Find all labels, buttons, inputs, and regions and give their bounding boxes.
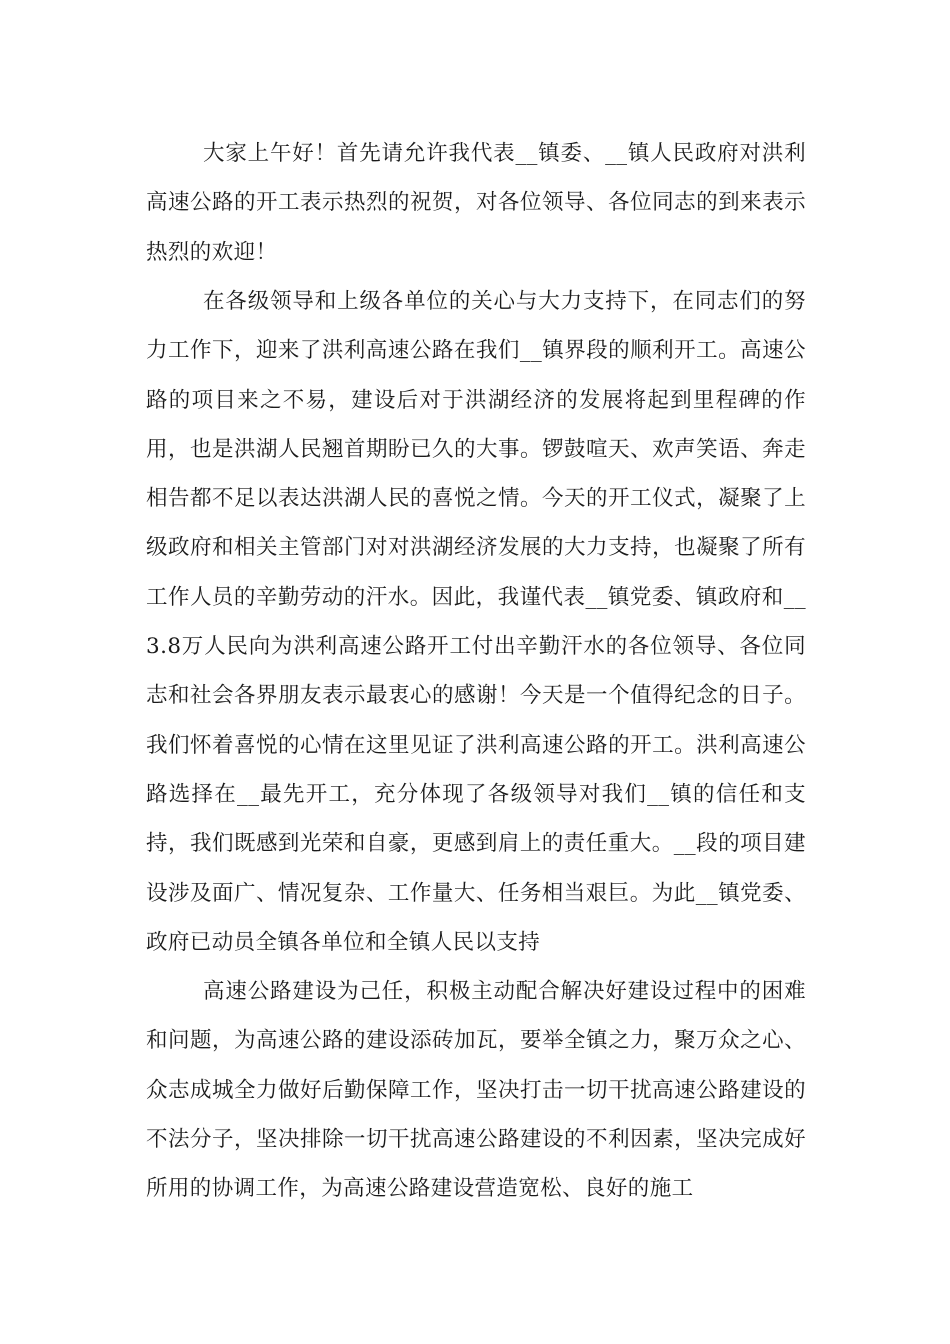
paragraph-main-body: 在各级领导和上级各单位的关心与大力支持下，在同志们的努力工作下，迎来了洪利高速公路在我们__镇界段的顺利开工。高速公路的项目来之不易，建设后对于洪湖经济的发展将起到里程碑的作用，也是洪湖人民翘首期盼已久的大事。锣鼓喧天、欢声笑语、奔走相告都不足以表达洪湖人民的喜悦之情。今天的开工仪式，凝聚了上级政府和相关主管部门对对洪湖经济发展的大力支持，也凝聚了所有工作人员的辛勤劳动的汗水。因此，我谨代表__镇党委、镇政府和__3.8万人民向为洪利高速公路开工付出辛勤汗水的各位领导、各位同志和社会各界朋友表示最衷心的感谢！今天是一个值得纪念的日子。我们怀着喜悦的心情在这里见证了洪利高速公路的开工。洪利高速公路选择在__最先开工，充分体现了各级领导对我们__镇的信任和支持，我们既感到光荣和自豪，更感到肩上的责任重大。__段的项目建设涉及面广、情况复杂、工作量大、任务相当艰巨。为此__镇党委、政府已动员全镇各单位和全镇人民以支持 [146, 289, 806, 955]
paragraph-continuation: 高速公路建设为己任，积极主动配合解决好建设过程中的困难和问题，为高速公路的建设添砖加瓦，要举全镇之力，聚万众之心、众志成城全力做好后勤保障工作，坚决打击一切干扰高速公路建设的不法分子，坚决排除一切干扰高速公路建设的不利因素，坚决完成好所用的协调工作，为高速公路建设营造宽松、良好的施工 [146, 979, 806, 1202]
paragraph-greeting: 大家上午好！首先请允许我代表__镇委、__镇人民政府对洪利高速公路的开工表示热烈的祝贺，对各位领导、各位同志的到来表示热烈的欢迎！ [146, 141, 806, 265]
